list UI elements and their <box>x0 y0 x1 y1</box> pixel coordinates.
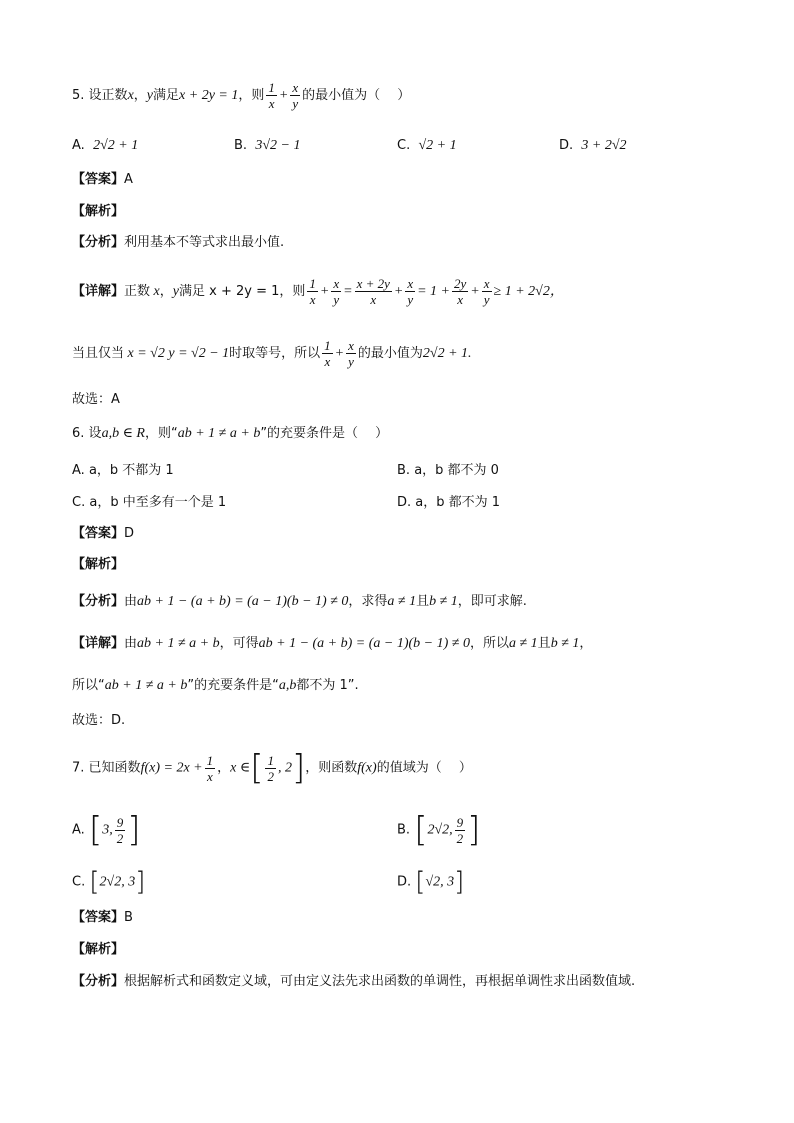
q5-choose: 故选：A <box>72 392 120 407</box>
q5-number: 5. <box>72 88 85 103</box>
q6-option-d: D. a，b 都不为 1 <box>397 495 501 510</box>
q5-fenxi: 【分析】利用基本不等式求出最小值. <box>72 235 285 250</box>
q6-option-b: B. a，b 都不为 0 <box>397 463 499 478</box>
q7-option-b: B. [2√2, $\frac{9}{2}$ ] <box>397 810 481 850</box>
q7-option-a: A. [3, $\frac{9}{2}$ ] <box>72 810 141 850</box>
q7-analysis-tag: 【解析】 <box>72 942 125 957</box>
q6-detail: 【详解】由ab + 1 ≠ a + b，可得ab + 1 − (a + b) = (a − 1)(b − 1) ≠ 0，所以a ≠ 1且b ≠ 1， <box>72 636 593 651</box>
q6-option-a: A. a，b 不都为 1 <box>72 463 174 478</box>
q5-option-c: C. √2 + 1 <box>397 138 457 153</box>
q7-stem: 7. 已知函数f(x) = 2x + $\frac{1}{x}$ ，x ∈[ $\frac{1}{2}$ , 2]，则函数f(x)的值域为（ ） <box>72 748 472 788</box>
q5-detail: 【详解】正数 x，y满足 x + 2y = 1，则 $\frac{1}{x}$ + $\frac{x}{y}$ = $\frac{x + 2y}{x}$ + $\frac{x}{y}$ = 1 + $\frac{2y}{x}$ + $\frac{x}{y}$ ≥ 1 + 2√2， <box>72 276 564 307</box>
q6-number: 6. <box>72 426 85 441</box>
q5-option-b: B. 3√2 − 1 <box>234 138 301 153</box>
q6-choose: 故选：D. <box>72 713 126 728</box>
q7-option-d: D. [√2, 3] <box>397 867 465 897</box>
q5-equality: 当且仅当 x = √2 y = √2 − 1时取等号，所以 $\frac{1}{x}$ + $\frac{x}{y}$ 的最小值为2√2 + 1. <box>72 338 472 369</box>
q7-option-c: C. [2√2, 3] <box>72 867 146 897</box>
q7-answer: 【答案】B <box>72 910 133 925</box>
q5-option-d: D. 3 + 2√2 <box>559 138 627 153</box>
q6-analysis-tag: 【解析】 <box>72 557 125 572</box>
q6-answer: 【答案】D <box>72 526 135 541</box>
q5-analysis-tag: 【解析】 <box>72 204 125 219</box>
q7-fenxi: 【分析】根据解析式和函数定义域，可由定义法先求出函数的单调性，再根据单调性求出函数值域. <box>72 974 636 989</box>
q5-frac-x-over-y: $\frac{x}{y}$ <box>292 80 299 111</box>
q5-option-a: A. 2√2 + 1 <box>72 138 139 153</box>
q5-stem: 5. 设正数x，y满足x + 2y = 1，则 $\frac{1}{x}$ + $\frac{x}{y}$ 的最小值为（ ） <box>72 80 411 111</box>
q5-frac-1-over-x: $\frac{1}{x}$ <box>268 80 275 111</box>
q6-fenxi: 【分析】由ab + 1 − (a + b) = (a − 1)(b − 1) ≠ 0，求得a ≠ 1且b ≠ 1，即可求解. <box>72 594 527 609</box>
q6-so: 所以“ab + 1 ≠ a + b”的充要条件是“a,b都不为 1”. <box>72 678 359 693</box>
q6-option-c: C. a，b 中至多有一个是 1 <box>72 495 227 510</box>
q6-stem: 6. 设a,b ∈ R，则“ab + 1 ≠ a + b”的充要条件是（ ） <box>72 426 389 441</box>
q7-number: 7. <box>72 760 85 776</box>
q5-answer: 【答案】A <box>72 172 133 187</box>
